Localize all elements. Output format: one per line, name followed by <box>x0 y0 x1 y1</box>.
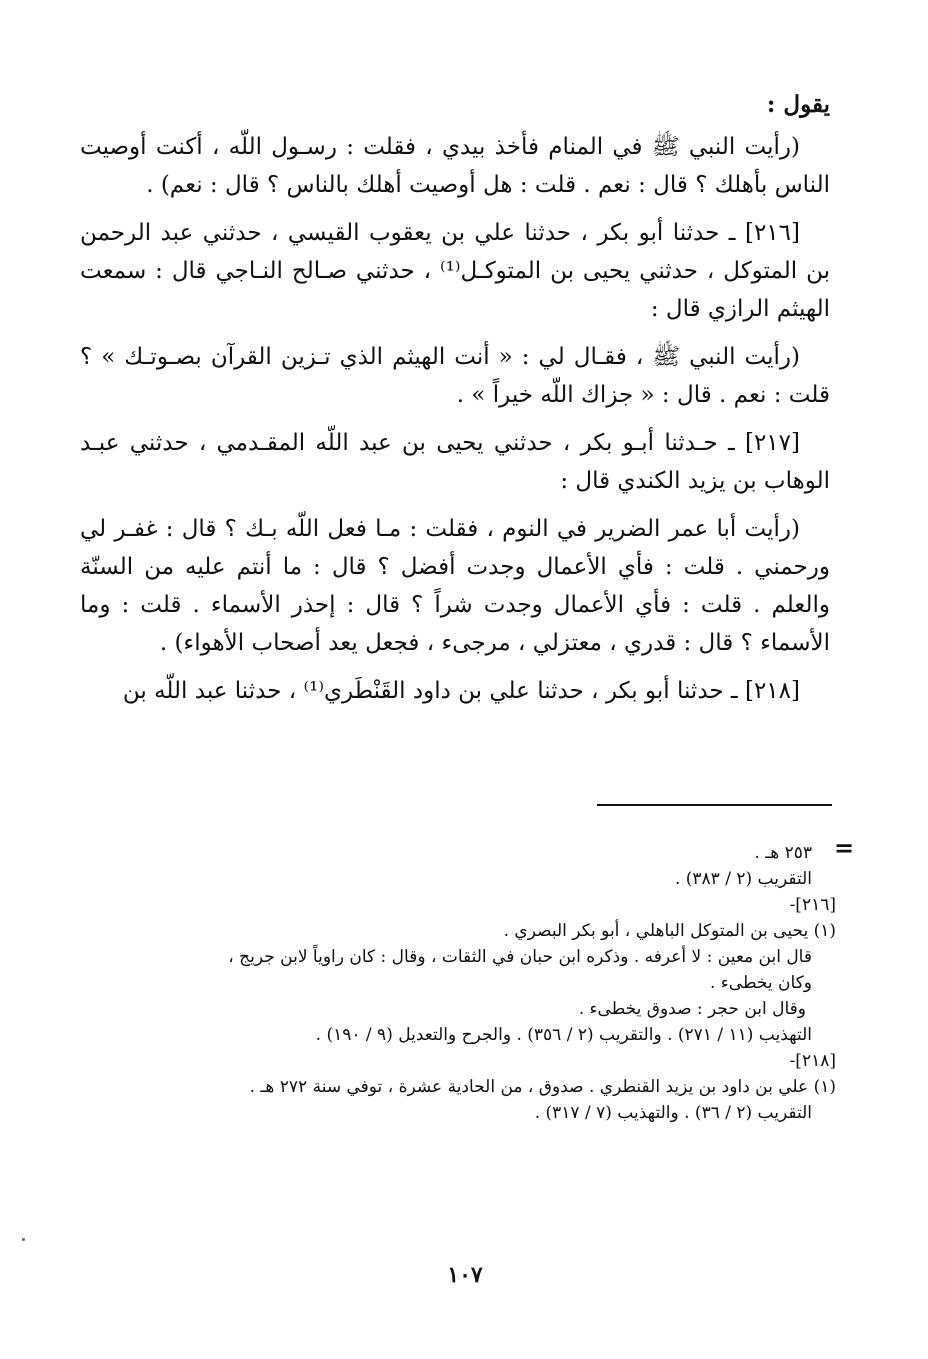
footnote-line: (١) علي بن داود بن يزيد القنطري . صدوق ، من الحادية عشرة ، توفي سنة ٢٧٢ هـ . <box>249 1077 836 1097</box>
footnote-line: (١) يحيى بن المتوكل الباهلي ، أبو بكر البصري . <box>503 921 836 941</box>
footnote-line: التقريب (٢ / ٣٦) . والتهذيب (٧ / ٣١٧) . <box>534 1103 812 1123</box>
scan-speck <box>22 1238 25 1241</box>
footnote-line: قال ابن معين : لا أعرفه . وذكره ابن حبان في الثقات ، وقال : كان راوياً لابن جريج ، <box>228 947 812 967</box>
footnote-section-label: [٢١٦]- <box>789 895 836 915</box>
footnote-separator <box>597 804 832 806</box>
footnote-line: ٢٥٣ هـ . <box>754 843 812 863</box>
main-text <box>80 86 830 720</box>
footnote-line: التهذيب (١١ / ٢٧١) . والتقريب (٢ / ٣٥٦) . والجرح والتعديل (٩ / ١٩٠) . <box>315 1025 812 1045</box>
footnote-section-label: [٢١٨]- <box>789 1051 836 1071</box>
paragraph-dream-3: (رأيت أبا عمر الضرير في النوم ، فقلت : مـا فعل اللّه بـك ؟ قال : غفـر لي ورحمني . قلت : فأي الأعمال وجدت أفضل ؟ قال : ما أنتم عليه من السنّة والعلم . قلت : فأي الأعمال وجدت شراً ؟ قال : إحذر الأسماء . قلت : وما الأسماء ؟ قال : قدري ، معتزلي ، مرجىء ، فجعل يعد أصحاب الأهواء) . <box>80 516 830 656</box>
footnotes <box>120 840 836 1126</box>
paragraph-narration-218: [٢١٨] ـ حدثنا أبو بكر ، حدثنا علي بن داود القَنْطَري⁽¹⁾ ، حدثنا عبد اللّه بن <box>122 678 800 704</box>
paragraph-dream-2: (رأيت النبي ﷺ ، فقـال لي : « أنت الهيثم الذي تـزين القرآن بصـوتـك » ؟ قلت : نعم . قال : « جزاك اللّه خيراً » . <box>80 344 830 408</box>
footnote-line: التقريب (٢ / ٣٨٣) . <box>674 869 812 889</box>
continuation-mark: = <box>834 833 855 862</box>
footnote-line: وقال ابن حجر : صدوق يخطىء . <box>578 999 806 1019</box>
page-number: ١٠٧ <box>447 1262 483 1288</box>
footnote-line: وكان يخطىء . <box>710 973 812 993</box>
paragraph-narration-217: [٢١٧] ـ حـدثنا أبـو بكر ، حدثني يحيى بن عبد اللّه المقـدمي ، حدثني عبـد الوهاب بن يزيد الكندي قال : <box>80 430 830 494</box>
paragraph-dream-1: (رأيت النبي ﷺ في المنام فأخذ بيدي ، فقلت : رسـول اللّه ، أكنت أوصيت الناس بأهلك ؟ قال : نعم . قلت : هل أوصيت أهلك بالناس ؟ قال : نعم) . <box>80 134 830 198</box>
paragraph-narration-216: [٢١٦] ـ حدثنا أبو بكر ، حدثنا علي بن يعقوب القيسي ، حدثني عبد الرحمن بن المتوكل ، حدثني يحيى بن المتوكـل⁽¹⁾ ، حدثني صـالح النـاجي قال : سمعت الهيثم الرازي قال : <box>80 220 830 322</box>
intro-line: يقول : <box>766 91 830 118</box>
